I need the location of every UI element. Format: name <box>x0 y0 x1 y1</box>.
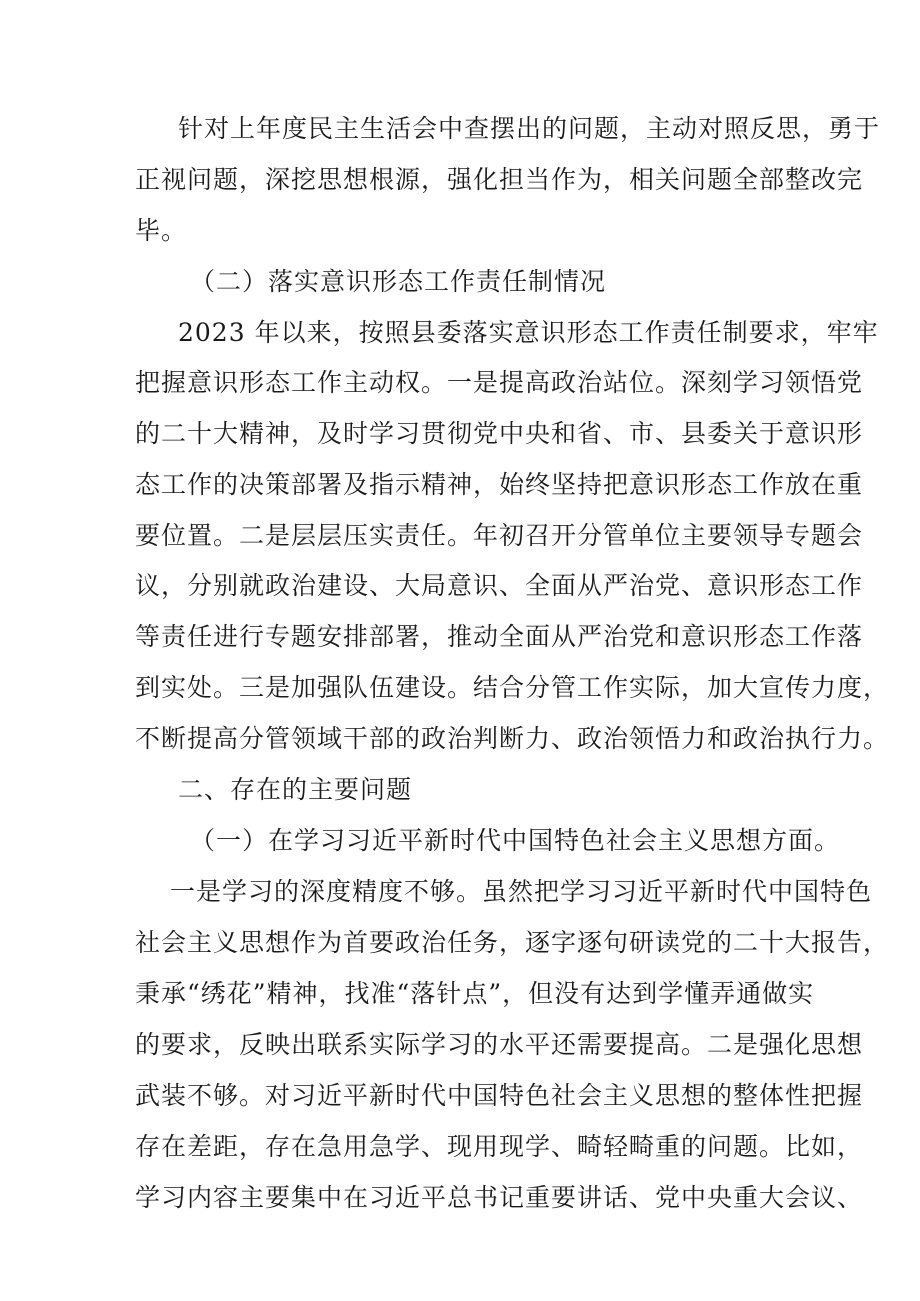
section-heading: 二、存在的主要问题 <box>178 775 413 804</box>
paragraph-line: 存在差距，存在急用急学、现用现学、畸轻畸重的问题。比如， <box>135 1132 864 1161</box>
paragraph-line: 要位置。二是层层压实责任。年初召开分管单位主要领导专题会 <box>135 521 864 550</box>
paragraph-line: 等责任进行专题安排部署，推动全面从严治党和意识形态工作落 <box>135 622 864 651</box>
paragraph-line: 秉承“绣花”精神，找准“落针点”，但没有达到学懂弄通做实 <box>135 979 815 1008</box>
subsection-heading: （一）在学习习近平新时代中国特色社会主义思想方面。 <box>190 826 841 855</box>
paragraph-line: 社会主义思想作为首要政治任务，逐字逐句研读党的二十大报告， <box>135 928 890 957</box>
section-heading: （二）落实意识形态工作责任制情况 <box>190 267 607 296</box>
paragraph-line: 的要求，反映出联系实际学习的水平还需要提高。二是强化思想 <box>135 1030 864 1059</box>
paragraph-line: 态工作的决策部署及指示精神，始终坚持把意识形态工作放在重 <box>135 470 864 499</box>
paragraph-line: 的二十大精神，及时学习贯彻党中央和省、市、县委关于意识形 <box>135 419 864 448</box>
paragraph-line: 正视问题，深挖思想根源，强化担当作为，相关问题全部整改完 <box>135 165 864 194</box>
paragraph-line: 不断提高分管领域干部的政治判断力、政治领悟力和政治执行力。 <box>135 724 890 753</box>
paragraph-line: 武装不够。对习近平新时代中国特色社会主义思想的整体性把握 <box>135 1081 864 1110</box>
paragraph-line: 议，分别就政治建设、大局意识、全面从严治党、意识形态工作 <box>135 571 864 600</box>
paragraph-line: 毕。 <box>135 216 188 245</box>
paragraph-line: 针对上年度民主生活会中查摆出的问题，主动对照反思，勇于 <box>178 114 881 143</box>
paragraph-line: 学习内容主要集中在习近平总书记重要讲话、党中央重大会议、 <box>135 1183 864 1212</box>
paragraph-line: 2023 年以来，按照县委落实意识形态工作责任制要求，牢牢 <box>178 318 879 347</box>
paragraph-line: 把握意识形态工作主动权。一是提高政治站位。深刻学习领悟党 <box>135 368 864 397</box>
paragraph-line: 到实处。三是加强队伍建设。结合分管工作实际，加大宣传力度， <box>135 673 890 702</box>
paragraph-line: 一是学习的深度精度不够。虽然把学习习近平新时代中国特色 <box>170 877 873 906</box>
